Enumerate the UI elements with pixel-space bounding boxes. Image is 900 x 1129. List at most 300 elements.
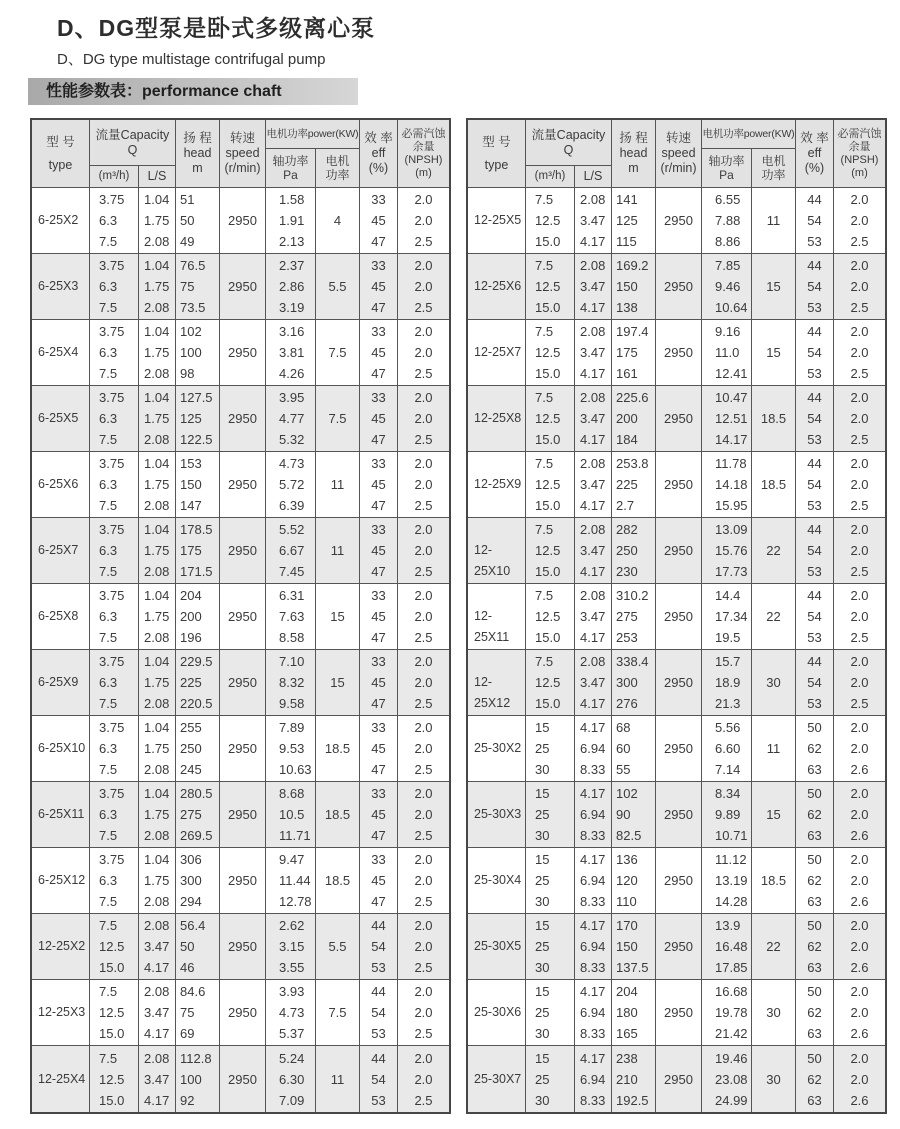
speed-cell: 2950 [220,1046,266,1112]
capacity-m3h-cell: 3.75 6.3 7.5 [90,254,139,319]
pump-type-cell: 6-25X5 [32,386,90,451]
head-cell: 204 180 165 [612,980,656,1045]
capacity-m3h-cell: 15 25 30 [526,980,575,1045]
speed-cell: 2950 [656,1046,702,1112]
table-body [468,188,885,1112]
speed-cell: 2950 [220,716,266,781]
speed-cell: 2950 [220,518,266,583]
shaft-power-cell: 3.95 4.77 5.32 [266,386,316,451]
header-head: 扬 程 head m [176,120,220,187]
capacity-m3h-cell: 7.5 12.5 15.0 [526,386,575,451]
header-capacity-ls: L/S [147,169,167,183]
table-row [32,782,449,848]
shaft-power-cell: 7.89 9.53 10.63 [266,716,316,781]
motor-power-cell: 30 [752,980,796,1045]
pump-type-cell: 12-25X8 [468,386,526,451]
capacity-m3h-cell: 7.5 12.5 15.0 [90,980,139,1045]
table-row [32,716,449,782]
efficiency-cell: 50 62 63 [796,1046,834,1112]
capacity-m3h-cell: 7.5 12.5 15.0 [90,914,139,979]
table-row [468,584,885,650]
efficiency-cell: 50 62 63 [796,782,834,847]
head-cell: 225.6 200 184 [612,386,656,451]
capacity-m3h-cell: 15 25 30 [526,848,575,913]
shaft-power-cell: 16.68 19.78 21.42 [702,980,752,1045]
efficiency-cell: 50 62 63 [796,848,834,913]
npsh-cell: 2.0 2.0 2.5 [414,720,433,777]
head-cell: 238 210 192.5 [612,1046,656,1112]
efficiency-cell: 50 62 63 [796,914,834,979]
motor-power-cell: 15 [316,650,360,715]
npsh-cell: 2.0 2.0 2.6 [850,984,869,1041]
capacity-m3h-cell: 3.75 6.3 7.5 [90,716,139,781]
shaft-power-cell: 19.46 23.08 24.99 [702,1046,752,1112]
capacity-ls-cell: 1.04 1.75 2.08 [139,848,176,913]
header-shaft-power: 轴功率 Pa [702,149,752,187]
shaft-power-cell: 8.34 9.89 10.71 [702,782,752,847]
speed-cell: 2950 [656,716,702,781]
table-row [468,914,885,980]
efficiency-cell: 50 62 63 [796,716,834,781]
head-cell: 204 200 196 [176,584,220,649]
capacity-ls-cell: 2.08 3.47 4.17 [575,188,612,253]
capacity-m3h-cell: 3.75 6.3 7.5 [90,320,139,385]
capacity-ls-cell: 4.17 6.94 8.33 [575,848,612,913]
capacity-ls-cell: 1.04 1.75 2.08 [139,386,176,451]
head-cell: 282 250 230 [612,518,656,583]
head-cell: 197.4 175 161 [612,320,656,385]
head-cell: 178.5 175 171.5 [176,518,220,583]
npsh-cell: 2.0 2.0 2.6 [850,720,869,777]
pump-type-cell: 12-25X9 [468,452,526,517]
speed-cell: 2950 [220,254,266,319]
shaft-power-cell: 4.73 5.72 6.39 [266,452,316,517]
pump-type-cell: 25-30X2 [468,716,526,781]
motor-power-cell: 18.5 [752,452,796,517]
npsh-cell: 2.0 2.0 2.5 [414,324,433,381]
head-cell: 310.2 275 253 [612,584,656,649]
table-row [32,848,449,914]
efficiency-cell: 44 54 53 [360,1046,398,1112]
table-row [32,650,449,716]
shaft-power-cell: 15.7 18.9 21.3 [702,650,752,715]
header-capacity: 流量Capacity Q (m³/h) L/S [526,120,612,187]
pump-type-cell: 12-25X5 [468,188,526,253]
motor-power-cell: 22 [752,584,796,649]
capacity-m3h-cell: 3.75 6.3 7.5 [90,584,139,649]
npsh-cell: 2.0 2.0 2.5 [414,852,433,909]
shaft-power-cell: 2.62 3.15 3.55 [266,914,316,979]
pump-type-cell: 25-30X6 [468,980,526,1045]
table-row [32,386,449,452]
npsh-cell: 2.0 2.0 2.5 [850,324,869,381]
pump-type-cell: 12-25X11 [468,584,526,649]
header-head: 扬 程 head m [612,120,656,187]
table-row [32,452,449,518]
capacity-m3h-cell: 7.5 12.5 15.0 [526,518,575,583]
header-efficiency: 效 率 eff (%) [360,120,398,187]
pump-type-cell: 12-25X6 [468,254,526,319]
header-speed: 转速 speed (r/min) [656,120,702,187]
pump-type-cell: 6-25X11 [32,782,90,847]
efficiency-cell: 33 45 47 [360,188,398,253]
pump-type-cell: 6-25X12 [32,848,90,913]
pump-type-cell: 25-30X5 [468,914,526,979]
head-cell: 170 150 137.5 [612,914,656,979]
capacity-ls-cell: 2.08 3.47 4.17 [575,584,612,649]
capacity-m3h-cell: 3.75 6.3 7.5 [90,848,139,913]
capacity-ls-cell: 2.08 3.47 4.17 [575,452,612,517]
speed-cell: 2950 [656,188,702,253]
shaft-power-cell: 11.78 14.18 15.95 [702,452,752,517]
speed-cell: 2950 [220,320,266,385]
capacity-ls-cell: 2.08 3.47 4.17 [575,254,612,319]
motor-power-cell: 18.5 [752,386,796,451]
shaft-power-cell: 9.16 11.0 12.41 [702,320,752,385]
head-cell: 153 150 147 [176,452,220,517]
shaft-power-cell: 6.31 7.63 8.58 [266,584,316,649]
header-npsh: 必需汽蚀 余量 (NPSH) (m) [401,127,446,179]
motor-power-cell: 15 [752,782,796,847]
efficiency-cell: 44 54 53 [796,386,834,451]
table-row [32,518,449,584]
efficiency-cell: 44 54 53 [360,980,398,1045]
section-header-bar [28,78,358,105]
table-row [32,254,449,320]
npsh-cell: 2.0 2.0 2.5 [414,654,433,711]
head-cell: 338.4 300 276 [612,650,656,715]
capacity-ls-cell: 4.17 6.94 8.33 [575,782,612,847]
shaft-power-cell: 13.09 15.76 17.73 [702,518,752,583]
head-cell: 306 300 294 [176,848,220,913]
table-header-row [468,120,885,188]
pump-type-cell: 6-25X8 [32,584,90,649]
shaft-power-cell: 11.12 13.19 14.28 [702,848,752,913]
pump-type-cell: 25-30X7 [468,1046,526,1112]
capacity-ls-cell: 1.04 1.75 2.08 [139,716,176,781]
efficiency-cell: 44 54 53 [796,254,834,319]
head-cell: 84.6 75 69 [176,980,220,1045]
table-body [32,188,449,1112]
capacity-m3h-cell: 3.75 6.3 7.5 [90,188,139,253]
head-cell: 56.4 50 46 [176,914,220,979]
capacity-m3h-cell: 3.75 6.3 7.5 [90,782,139,847]
pump-type-cell: 6-25X3 [32,254,90,319]
pump-type-cell: 12-25X2 [32,914,90,979]
efficiency-cell: 33 45 47 [360,320,398,385]
capacity-ls-cell: 2.08 3.47 4.17 [139,980,176,1045]
head-cell: 112.8 100 92 [176,1046,220,1112]
table-row [468,650,885,716]
table-row [468,386,885,452]
header-capacity-m3h: (m³/h) [90,166,139,187]
npsh-cell: 2.0 2.0 2.5 [850,258,869,315]
capacity-m3h-cell: 7.5 12.5 15.0 [526,452,575,517]
motor-power-cell: 30 [752,1046,796,1112]
header-npsh: 必需汽蚀 余量 (NPSH) (m) [837,127,882,179]
shaft-power-cell: 5.56 6.60 7.14 [702,716,752,781]
npsh-cell: 2.0 2.0 2.5 [850,522,869,579]
table-row [32,1046,449,1112]
page-title: D、DG型泵是卧式多级离心泵 [57,15,376,41]
head-cell: 255 250 245 [176,716,220,781]
capacity-ls-cell: 4.17 6.94 8.33 [575,980,612,1045]
efficiency-cell: 33 45 47 [360,452,398,517]
shaft-power-cell: 13.9 16.48 17.85 [702,914,752,979]
header-motor-power: 电机功率power(KW) 轴功率 Pa 电机 功率 [702,120,796,187]
header-motor-power: 电机功率power(KW) 轴功率 Pa 电机 功率 [266,120,360,187]
capacity-ls-cell: 1.04 1.75 2.08 [139,452,176,517]
speed-cell: 2950 [656,386,702,451]
npsh-cell: 2.0 2.0 2.5 [850,192,869,249]
table-row [468,254,885,320]
speed-cell: 2950 [220,386,266,451]
header-motor-rated-power: 电机 功率 [325,154,350,182]
capacity-m3h-cell: 3.75 6.3 7.5 [90,518,139,583]
capacity-ls-cell: 4.17 6.94 8.33 [575,1046,612,1112]
capacity-ls-cell: 1.04 1.75 2.08 [139,584,176,649]
npsh-cell: 2.0 2.0 2.5 [414,456,433,513]
efficiency-cell: 44 54 53 [796,320,834,385]
capacity-m3h-cell: 3.75 6.3 7.5 [90,386,139,451]
shaft-power-cell: 9.47 11.44 12.78 [266,848,316,913]
npsh-cell: 2.0 2.0 2.6 [850,852,869,909]
table-row [468,782,885,848]
speed-cell: 2950 [220,650,266,715]
shaft-power-cell: 14.4 17.34 19.5 [702,584,752,649]
header-type: 型 号 type [468,120,526,187]
speed-cell: 2950 [656,848,702,913]
head-cell: 141 125 115 [612,188,656,253]
shaft-power-cell: 1.58 1.91 2.13 [266,188,316,253]
table-row [32,188,449,254]
capacity-ls-cell: 2.08 3.47 4.17 [575,320,612,385]
performance-table-right [466,118,887,1114]
motor-power-cell: 5.5 [316,914,360,979]
table-row [468,716,885,782]
head-cell: 102 100 98 [176,320,220,385]
section-header-label: 性能参数表：performance chaft [46,83,282,100]
efficiency-cell: 33 45 47 [360,716,398,781]
header-efficiency: 效 率 eff (%) [796,120,834,187]
npsh-cell: 2.0 2.0 2.5 [850,390,869,447]
npsh-cell: 2.0 2.0 2.5 [414,786,433,843]
speed-cell: 2950 [656,452,702,517]
head-cell: 229.5 225 220.5 [176,650,220,715]
efficiency-cell: 33 45 47 [360,518,398,583]
capacity-m3h-cell: 15 25 30 [526,914,575,979]
speed-cell: 2950 [220,188,266,253]
shaft-power-cell: 3.16 3.81 4.26 [266,320,316,385]
head-cell: 169.2 150 138 [612,254,656,319]
npsh-cell: 2.0 2.0 2.5 [414,918,433,975]
shaft-power-cell: 7.85 9.46 10.64 [702,254,752,319]
head-cell: 51 50 49 [176,188,220,253]
capacity-ls-cell: 1.04 1.75 2.08 [139,320,176,385]
capacity-ls-cell: 1.04 1.75 2.08 [139,782,176,847]
capacity-m3h-cell: 15 25 30 [526,716,575,781]
speed-cell: 2950 [656,980,702,1045]
speed-cell: 2950 [220,980,266,1045]
npsh-cell: 2.0 2.0 2.5 [850,588,869,645]
capacity-m3h-cell: 7.5 12.5 15.0 [526,188,575,253]
capacity-ls-cell: 1.04 1.75 2.08 [139,518,176,583]
motor-power-cell: 15 [316,584,360,649]
table-row [468,980,885,1046]
capacity-ls-cell: 2.08 3.47 4.17 [575,386,612,451]
head-cell: 76.5 75 73.5 [176,254,220,319]
head-cell: 280.5 275 269.5 [176,782,220,847]
table-row [468,452,885,518]
motor-power-cell: 5.5 [316,254,360,319]
speed-cell: 2950 [656,320,702,385]
npsh-cell: 2.0 2.0 2.5 [414,588,433,645]
efficiency-cell: 33 45 47 [360,650,398,715]
speed-cell: 2950 [656,518,702,583]
header-motor-rated-power: 电机 功率 [761,154,786,182]
head-cell: 253.8 225 2.7 [612,452,656,517]
shaft-power-cell: 3.93 4.73 5.37 [266,980,316,1045]
head-cell: 102 90 82.5 [612,782,656,847]
efficiency-cell: 44 54 53 [796,452,834,517]
pump-type-cell: 12-25X7 [468,320,526,385]
table-row [468,320,885,386]
header-shaft-power: 轴功率 Pa [266,149,316,187]
npsh-cell: 2.0 2.0 2.5 [414,522,433,579]
efficiency-cell: 44 54 53 [796,188,834,253]
efficiency-cell: 33 45 47 [360,848,398,913]
npsh-cell: 2.0 2.0 2.5 [850,456,869,513]
efficiency-cell: 44 54 53 [796,584,834,649]
table-row [468,188,885,254]
speed-cell: 2950 [220,914,266,979]
pump-type-cell: 6-25X6 [32,452,90,517]
motor-power-cell: 7.5 [316,980,360,1045]
motor-power-cell: 18.5 [316,716,360,781]
shaft-power-cell: 6.55 7.88 8.86 [702,188,752,253]
motor-power-cell: 18.5 [316,782,360,847]
capacity-m3h-cell: 3.75 6.3 7.5 [90,452,139,517]
npsh-cell: 2.0 2.0 2.6 [850,918,869,975]
capacity-ls-cell: 2.08 3.47 4.17 [575,650,612,715]
header-type: 型 号 type [32,120,90,187]
capacity-m3h-cell: 15 25 30 [526,782,575,847]
capacity-ls-cell: 1.04 1.75 2.08 [139,254,176,319]
motor-power-cell: 30 [752,650,796,715]
table-row [32,320,449,386]
motor-power-cell: 11 [316,452,360,517]
head-cell: 136 120 110 [612,848,656,913]
motor-power-cell: 4 [316,188,360,253]
motor-power-cell: 7.5 [316,320,360,385]
pump-type-cell: 6-25X2 [32,188,90,253]
capacity-ls-cell: 2.08 3.47 4.17 [139,914,176,979]
speed-cell: 2950 [220,452,266,517]
performance-table-left [30,118,451,1114]
table-row [468,848,885,914]
capacity-m3h-cell: 7.5 12.5 15.0 [526,650,575,715]
npsh-cell: 2.0 2.0 2.5 [414,258,433,315]
table-row [32,914,449,980]
header-capacity-ls: L/S [583,169,603,183]
pump-type-cell: 12-25X10 [468,518,526,583]
shaft-power-cell: 10.47 12.51 14.17 [702,386,752,451]
capacity-ls-cell: 1.04 1.75 2.08 [139,650,176,715]
npsh-cell: 2.0 2.0 2.5 [414,1050,433,1108]
speed-cell: 2950 [656,584,702,649]
capacity-ls-cell: 2.08 3.47 4.17 [139,1046,176,1112]
motor-power-cell: 11 [316,1046,360,1112]
capacity-m3h-cell: 7.5 12.5 15.0 [526,254,575,319]
shaft-power-cell: 5.52 6.67 7.45 [266,518,316,583]
table-row [468,518,885,584]
speed-cell: 2950 [656,914,702,979]
pump-type-cell: 12-25X3 [32,980,90,1045]
table-row [32,584,449,650]
motor-power-cell: 15 [752,320,796,385]
motor-power-cell: 22 [752,914,796,979]
motor-power-cell: 18.5 [752,848,796,913]
pump-type-cell: 6-25X4 [32,320,90,385]
pump-type-cell: 12-25X12 [468,650,526,715]
table-header-row [32,120,449,188]
speed-cell: 2950 [220,848,266,913]
speed-cell: 2950 [220,584,266,649]
performance-tables [30,118,900,1114]
efficiency-cell: 33 45 47 [360,386,398,451]
shaft-power-cell: 2.37 2.86 3.19 [266,254,316,319]
efficiency-cell: 33 45 47 [360,782,398,847]
efficiency-cell: 50 62 63 [796,980,834,1045]
npsh-cell: 2.0 2.0 2.6 [850,1050,869,1108]
motor-power-cell: 18.5 [316,848,360,913]
capacity-ls-cell: 2.08 3.47 4.17 [575,518,612,583]
head-cell: 127.5 125 122.5 [176,386,220,451]
npsh-cell: 2.0 2.0 2.6 [850,786,869,843]
pump-type-cell: 6-25X7 [32,518,90,583]
table-row [468,1046,885,1112]
head-cell: 68 60 55 [612,716,656,781]
shaft-power-cell: 7.10 8.32 9.58 [266,650,316,715]
motor-power-cell: 15 [752,254,796,319]
npsh-cell: 2.0 2.0 2.5 [850,654,869,711]
npsh-cell: 2.0 2.0 2.5 [414,390,433,447]
motor-power-cell: 7.5 [316,386,360,451]
pump-type-cell: 6-25X10 [32,716,90,781]
speed-cell: 2950 [220,782,266,847]
header-capacity: 流量Capacity Q (m³/h) L/S [90,120,176,187]
capacity-ls-cell: 4.17 6.94 8.33 [575,914,612,979]
capacity-m3h-cell: 15 25 30 [526,1046,575,1112]
table-row [32,980,449,1046]
capacity-m3h-cell: 3.75 6.3 7.5 [90,650,139,715]
speed-cell: 2950 [656,650,702,715]
shaft-power-cell: 5.24 6.30 7.09 [266,1046,316,1112]
shaft-power-cell: 8.68 10.5 11.71 [266,782,316,847]
pump-type-cell: 25-30X3 [468,782,526,847]
header-speed: 转速 speed (r/min) [220,120,266,187]
motor-power-cell: 22 [752,518,796,583]
npsh-cell: 2.0 2.0 2.5 [414,192,433,249]
efficiency-cell: 44 54 53 [796,518,834,583]
pump-type-cell: 6-25X9 [32,650,90,715]
motor-power-cell: 11 [752,716,796,781]
efficiency-cell: 33 45 47 [360,584,398,649]
speed-cell: 2950 [656,254,702,319]
capacity-m3h-cell: 7.5 12.5 15.0 [526,584,575,649]
capacity-ls-cell: 4.17 6.94 8.33 [575,716,612,781]
capacity-m3h-cell: 7.5 12.5 15.0 [526,320,575,385]
